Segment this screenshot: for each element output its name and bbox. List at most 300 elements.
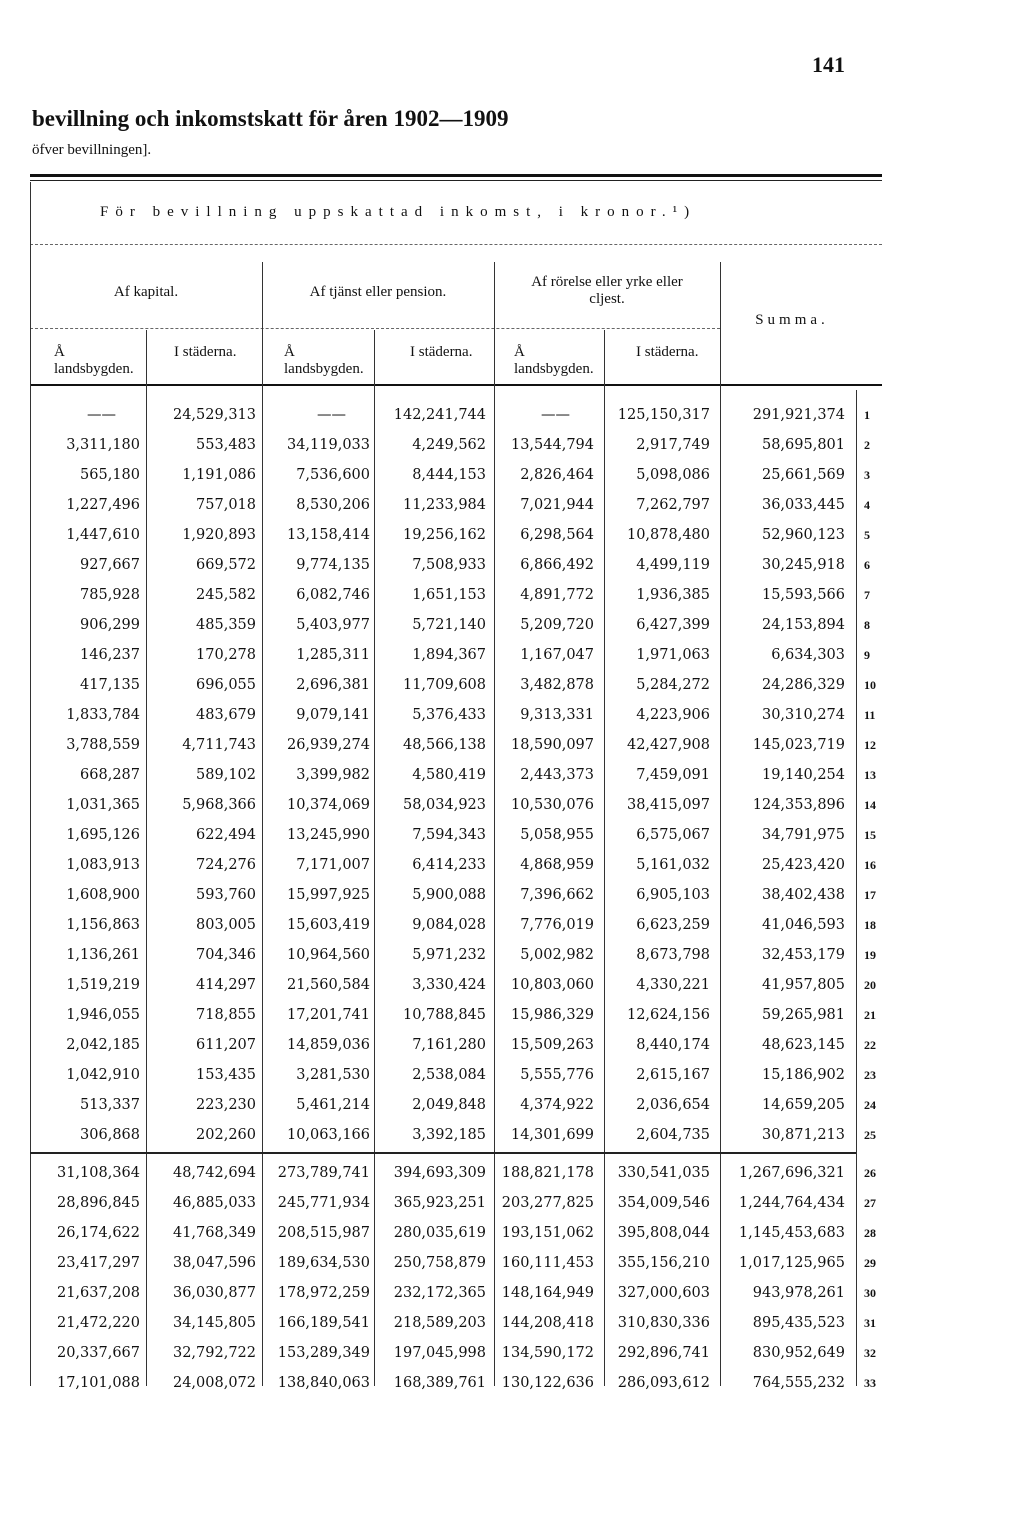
row-number: 3: [864, 468, 870, 482]
cell-kapital-landsbygden: 3,788,559: [66, 737, 140, 753]
cell-summa: 943,978,261: [752, 1285, 845, 1301]
cell-summa: 24,153,894: [761, 617, 845, 633]
cell-rorelse-landsbygden: 148,164,949: [501, 1285, 594, 1301]
cell-kapital-staderna: 589,102: [196, 767, 256, 783]
cell-rorelse-landsbygden: 4,868,959: [520, 857, 594, 873]
cell-rorelse-staderna: 10,878,480: [626, 527, 710, 543]
cell-rorelse-landsbygden: 4,374,922: [520, 1097, 594, 1113]
cell-tjanst-landsbygden: 9,079,141: [296, 707, 370, 723]
cell-kapital-staderna: 704,346: [196, 947, 256, 963]
cell-kapital-landsbygden: 1,946,055: [66, 1007, 140, 1023]
cell-kapital-staderna: 153,435: [196, 1067, 256, 1083]
row-number: 22: [864, 1038, 876, 1052]
header-kapital: Af kapital.: [113, 284, 179, 300]
cell-rorelse-staderna: 310,830,336: [617, 1315, 710, 1331]
cell-rorelse-landsbygden: 2,443,373: [520, 767, 594, 783]
cell-tjanst-staderna: 1,651,153: [412, 587, 486, 603]
cell-rorelse-landsbygden: 18,590,097: [510, 737, 594, 753]
cell-tjanst-staderna: 5,971,232: [412, 947, 486, 963]
cell-rorelse-staderna: 2,036,654: [636, 1097, 710, 1113]
cell-rorelse-landsbygden: 5,209,720: [520, 617, 594, 633]
cell-rorelse-landsbygden: 13,544,794: [510, 437, 594, 453]
cell-rorelse-landsbygden: 15,509,263: [510, 1037, 594, 1053]
cell-rorelse-landsbygden: 1,167,047: [520, 647, 594, 663]
cell-tjanst-landsbygden: 153,289,349: [277, 1345, 370, 1361]
cell-tjanst-staderna: 250,758,879: [393, 1255, 486, 1271]
totals-rule: [30, 1152, 856, 1154]
cell-rorelse-staderna: 1,936,385: [636, 587, 710, 603]
table-row: [30, 550, 890, 580]
cell-rorelse-landsbygden: 5,002,982: [520, 947, 594, 963]
cell-tjanst-landsbygden: 10,063,166: [286, 1127, 370, 1143]
cell-kapital-staderna: 622,494: [196, 827, 256, 843]
cell-rorelse-staderna: 1,971,063: [636, 647, 710, 663]
cell-kapital-staderna: 24,529,313: [172, 407, 256, 423]
table-row: [30, 400, 890, 430]
cell-kapital-landsbygden: 1,695,126: [66, 827, 140, 843]
table-row: [30, 1278, 890, 1308]
cell-kapital-landsbygden: 31,108,364: [56, 1165, 140, 1181]
cell-tjanst-staderna: 218,589,203: [393, 1315, 486, 1331]
table-row: [30, 430, 890, 460]
row-number: 27: [864, 1196, 876, 1210]
cell-rorelse-staderna: 5,161,032: [636, 857, 710, 873]
cell-rorelse-staderna: 2,917,749: [636, 437, 710, 453]
cell-rorelse-staderna: 6,427,399: [636, 617, 710, 633]
cell-tjanst-staderna: 7,161,280: [412, 1037, 486, 1053]
table-row: [30, 940, 890, 970]
cell-tjanst-landsbygden: 5,461,214: [296, 1097, 370, 1113]
cell-rorelse-landsbygden: 4,891,772: [520, 587, 594, 603]
cell-rorelse-landsbygden: 160,111,453: [501, 1255, 594, 1271]
cell-kapital-landsbygden: 146,237: [80, 647, 140, 663]
cell-summa: 15,186,902: [761, 1067, 845, 1083]
cell-summa: 1,244,764,434: [738, 1195, 845, 1211]
header-rorelse: Af rörelse eller yrke eller cljest.: [531, 274, 683, 307]
cell-kapital-landsbygden: 1,833,784: [66, 707, 140, 723]
cell-rorelse-landsbygden: 6,298,564: [520, 527, 594, 543]
cell-tjanst-landsbygden: 34,119,033: [286, 437, 370, 453]
cell-kapital-landsbygden: 1,519,219: [66, 977, 140, 993]
cell-kapital-staderna: 483,679: [196, 707, 256, 723]
cell-summa: 291,921,374: [752, 407, 845, 423]
cell-tjanst-landsbygden: 6,082,746: [296, 587, 370, 603]
row-number: 14: [864, 798, 876, 812]
cell-rorelse-staderna: 5,284,272: [636, 677, 710, 693]
row-number: 18: [864, 918, 876, 932]
cell-kapital-staderna: 1,920,893: [182, 527, 256, 543]
cell-tjanst-staderna: 280,035,619: [393, 1225, 486, 1241]
cell-summa: 30,310,274: [761, 707, 845, 723]
cell-rorelse-landsbygden: 9,313,331: [520, 707, 594, 723]
cell-summa: 41,046,593: [761, 917, 845, 933]
cell-kapital-staderna: 24,008,072: [172, 1375, 256, 1391]
table-row: [30, 1338, 890, 1368]
cell-rorelse-landsbygden: ——: [541, 407, 570, 423]
cell-summa: 34,791,975: [761, 827, 845, 843]
cell-rorelse-landsbygden: 5,555,776: [520, 1067, 594, 1083]
header-bottom-rule: [30, 384, 882, 386]
row-number: 29: [864, 1256, 876, 1270]
cell-rorelse-staderna: 125,150,317: [617, 407, 710, 423]
header-summa: Summa.: [755, 312, 829, 328]
row-number: 8: [864, 618, 870, 632]
cell-tjanst-staderna: 365,923,251: [393, 1195, 486, 1211]
cell-tjanst-landsbygden: 15,997,925: [286, 887, 370, 903]
cell-rorelse-staderna: 4,499,119: [636, 557, 710, 573]
cell-tjanst-staderna: 197,045,998: [393, 1345, 486, 1361]
cell-rorelse-landsbygden: 7,021,944: [520, 497, 594, 513]
cell-kapital-staderna: 32,792,722: [172, 1345, 256, 1361]
cell-kapital-landsbygden: 3,311,180: [66, 437, 140, 453]
cell-tjanst-landsbygden: 14,859,036: [286, 1037, 370, 1053]
header-tjanst: Af tjänst eller pension.: [309, 284, 447, 300]
cell-kapital-staderna: 170,278: [196, 647, 256, 663]
cell-kapital-landsbygden: 2,042,185: [66, 1037, 140, 1053]
cell-rorelse-landsbygden: 7,396,662: [520, 887, 594, 903]
table-row: [30, 820, 890, 850]
cell-kapital-landsbygden: 1,156,863: [66, 917, 140, 933]
cell-kapital-landsbygden: 1,608,900: [66, 887, 140, 903]
cell-tjanst-landsbygden: 178,972,259: [277, 1285, 370, 1301]
table-row: [30, 730, 890, 760]
cell-rorelse-staderna: 6,623,259: [636, 917, 710, 933]
page-subheading: öfver bevillningen].: [32, 142, 152, 158]
cell-rorelse-staderna: 330,541,035: [617, 1165, 710, 1181]
cell-kapital-landsbygden: 1,083,913: [66, 857, 140, 873]
table-row: [30, 640, 890, 670]
cell-rorelse-staderna: 5,098,086: [636, 467, 710, 483]
cell-rorelse-staderna: 42,427,908: [626, 737, 710, 753]
cell-kapital-landsbygden: 1,042,910: [66, 1067, 140, 1083]
cell-kapital-staderna: 414,297: [196, 977, 256, 993]
cell-tjanst-landsbygden: 10,964,560: [286, 947, 370, 963]
cell-summa: 58,695,801: [761, 437, 845, 453]
table-row: [30, 760, 890, 790]
cell-tjanst-staderna: 10,788,845: [402, 1007, 486, 1023]
cell-rorelse-landsbygden: 5,058,955: [520, 827, 594, 843]
cell-tjanst-staderna: 11,233,984: [402, 497, 486, 513]
cell-kapital-staderna: 718,855: [196, 1007, 256, 1023]
row-number: 13: [864, 768, 876, 782]
row-number: 17: [864, 888, 876, 902]
cell-rorelse-landsbygden: 144,208,418: [501, 1315, 594, 1331]
row-number: 33: [864, 1376, 876, 1390]
cell-summa: 6,634,303: [771, 647, 845, 663]
cell-tjanst-staderna: 11,709,608: [402, 677, 486, 693]
cell-summa: 145,023,719: [752, 737, 845, 753]
cell-kapital-staderna: 611,207: [196, 1037, 256, 1053]
cell-kapital-landsbygden: 1,227,496: [66, 497, 140, 513]
cell-kapital-staderna: 38,047,596: [172, 1255, 256, 1271]
cell-rorelse-staderna: 292,896,741: [617, 1345, 710, 1361]
cell-tjanst-staderna: 58,034,923: [402, 797, 486, 813]
cell-kapital-staderna: 202,260: [196, 1127, 256, 1143]
cell-kapital-staderna: 669,572: [196, 557, 256, 573]
row-number: 5: [864, 528, 870, 542]
cell-rorelse-staderna: 6,575,067: [636, 827, 710, 843]
row-number: 24: [864, 1098, 876, 1112]
cell-rorelse-landsbygden: 193,151,062: [501, 1225, 594, 1241]
cell-tjanst-landsbygden: 245,771,934: [277, 1195, 370, 1211]
row-number: 21: [864, 1008, 876, 1022]
row-number: 12: [864, 738, 876, 752]
row-number: 28: [864, 1226, 876, 1240]
cell-kapital-landsbygden: 1,031,365: [66, 797, 140, 813]
subheader-landsbygden-3: Å landsbygden.: [514, 344, 594, 377]
cell-tjanst-staderna: 142,241,744: [393, 407, 486, 423]
cell-summa: 30,871,213: [761, 1127, 845, 1143]
row-number: 11: [864, 708, 876, 722]
banner-divider: [30, 244, 882, 245]
table-row: [30, 490, 890, 520]
cell-rorelse-staderna: 354,009,546: [617, 1195, 710, 1211]
cell-rorelse-staderna: 7,262,797: [636, 497, 710, 513]
cell-rorelse-staderna: 286,093,612: [617, 1375, 710, 1391]
cell-tjanst-landsbygden: 13,245,990: [286, 827, 370, 843]
cell-rorelse-staderna: 2,604,735: [636, 1127, 710, 1143]
cell-summa: 41,957,805: [761, 977, 845, 993]
cell-summa: 38,402,438: [761, 887, 845, 903]
cell-rorelse-staderna: 4,223,906: [636, 707, 710, 723]
cell-rorelse-landsbygden: 10,530,076: [510, 797, 594, 813]
cell-summa: 52,960,123: [761, 527, 845, 543]
cell-tjanst-landsbygden: 2,696,381: [296, 677, 370, 693]
cell-summa: 1,145,453,683: [738, 1225, 845, 1241]
cell-tjanst-landsbygden: 26,939,274: [286, 737, 370, 753]
table-row: [30, 910, 890, 940]
row-number: 20: [864, 978, 876, 992]
table-row: [30, 790, 890, 820]
cell-kapital-landsbygden: 20,337,667: [56, 1345, 140, 1361]
row-number: 30: [864, 1286, 876, 1300]
table-row: [30, 1218, 890, 1248]
cell-rorelse-landsbygden: 188,821,178: [501, 1165, 594, 1181]
table-row: [30, 670, 890, 700]
subheader-staderna-1: I städerna.: [174, 344, 237, 360]
table-row: [30, 880, 890, 910]
cell-summa: 32,453,179: [761, 947, 845, 963]
cell-kapital-staderna: 803,005: [196, 917, 256, 933]
cell-rorelse-staderna: 327,000,603: [617, 1285, 710, 1301]
cell-kapital-landsbygden: 668,287: [80, 767, 140, 783]
table-row: [30, 1120, 890, 1150]
cell-kapital-landsbygden: 306,868: [80, 1127, 140, 1143]
cell-rorelse-staderna: 38,415,097: [626, 797, 710, 813]
cell-summa: 14,659,205: [761, 1097, 845, 1113]
table-row: [30, 460, 890, 490]
cell-kapital-staderna: 696,055: [196, 677, 256, 693]
cell-tjanst-landsbygden: 8,530,206: [296, 497, 370, 513]
cell-kapital-staderna: 46,885,033: [172, 1195, 256, 1211]
row-number: 7: [864, 588, 870, 602]
cell-tjanst-landsbygden: 7,536,600: [296, 467, 370, 483]
table-row: [30, 520, 890, 550]
cell-summa: 59,265,981: [761, 1007, 845, 1023]
table-row: [30, 850, 890, 880]
cell-summa: 25,661,569: [761, 467, 845, 483]
cell-summa: 24,286,329: [761, 677, 845, 693]
cell-summa: 1,017,125,965: [738, 1255, 845, 1271]
cell-summa: 1,267,696,321: [738, 1165, 845, 1181]
cell-tjanst-staderna: 232,172,365: [393, 1285, 486, 1301]
cell-rorelse-staderna: 395,808,044: [617, 1225, 710, 1241]
cell-kapital-landsbygden: 1,136,261: [66, 947, 140, 963]
cell-tjanst-staderna: 5,900,088: [412, 887, 486, 903]
cell-kapital-staderna: 1,191,086: [182, 467, 256, 483]
cell-summa: 895,435,523: [752, 1315, 845, 1331]
subheader-staderna-2: I städerna.: [410, 344, 473, 360]
row-number: 6: [864, 558, 870, 572]
cell-tjanst-landsbygden: 9,774,135: [296, 557, 370, 573]
cell-tjanst-staderna: 7,594,343: [412, 827, 486, 843]
cell-tjanst-staderna: 4,580,419: [412, 767, 486, 783]
cell-summa: 25,423,420: [761, 857, 845, 873]
subheader-staderna-3: I städerna.: [636, 344, 699, 360]
table-row: [30, 1368, 890, 1398]
cell-kapital-landsbygden: 23,417,297: [56, 1255, 140, 1271]
cell-kapital-staderna: 41,768,349: [172, 1225, 256, 1241]
cell-summa: 30,245,918: [761, 557, 845, 573]
cell-kapital-landsbygden: 21,637,208: [56, 1285, 140, 1301]
cell-kapital-landsbygden: 513,337: [80, 1097, 140, 1113]
table-row: [30, 1248, 890, 1278]
cell-kapital-staderna: 36,030,877: [172, 1285, 256, 1301]
cell-kapital-landsbygden: ——: [87, 407, 116, 423]
cell-tjanst-landsbygden: 10,374,069: [286, 797, 370, 813]
cell-kapital-landsbygden: 1,447,610: [66, 527, 140, 543]
subheader-landsbygden-1: Å landsbygden.: [54, 344, 134, 377]
cell-rorelse-staderna: 8,440,174: [636, 1037, 710, 1053]
cell-kapital-staderna: 48,742,694: [172, 1165, 256, 1181]
table-row: [30, 1030, 890, 1060]
cell-kapital-landsbygden: 17,101,088: [56, 1375, 140, 1391]
row-number: 25: [864, 1128, 876, 1142]
table-row: [30, 1060, 890, 1090]
table-row: [30, 1158, 890, 1188]
top-rule-thin: [30, 180, 882, 181]
cell-rorelse-staderna: 6,905,103: [636, 887, 710, 903]
cell-rorelse-staderna: 4,330,221: [636, 977, 710, 993]
group-divider: [30, 328, 720, 329]
row-number: 15: [864, 828, 876, 842]
cell-rorelse-landsbygden: 15,986,329: [510, 1007, 594, 1023]
cell-kapital-staderna: 757,018: [196, 497, 256, 513]
cell-kapital-staderna: 593,760: [196, 887, 256, 903]
row-number: 16: [864, 858, 876, 872]
cell-tjanst-landsbygden: 5,403,977: [296, 617, 370, 633]
cell-kapital-staderna: 4,711,743: [182, 737, 256, 753]
cell-kapital-staderna: 245,582: [196, 587, 256, 603]
cell-rorelse-landsbygden: 3,482,878: [520, 677, 594, 693]
cell-tjanst-landsbygden: 273,789,741: [277, 1165, 370, 1181]
cell-kapital-landsbygden: 906,299: [80, 617, 140, 633]
cell-tjanst-landsbygden: 21,560,584: [286, 977, 370, 993]
cell-summa: 19,140,254: [761, 767, 845, 783]
row-number: 2: [864, 438, 870, 452]
cell-tjanst-staderna: 19,256,162: [402, 527, 486, 543]
cell-rorelse-landsbygden: 14,301,699: [510, 1127, 594, 1143]
cell-summa: 48,623,145: [761, 1037, 845, 1053]
cell-tjanst-landsbygden: 166,189,541: [277, 1315, 370, 1331]
cell-kapital-landsbygden: 417,135: [80, 677, 140, 693]
row-number: 26: [864, 1166, 876, 1180]
table-row: [30, 1308, 890, 1338]
cell-kapital-landsbygden: 28,896,845: [56, 1195, 140, 1211]
cell-tjanst-landsbygden: 208,515,987: [277, 1225, 370, 1241]
cell-tjanst-staderna: 2,049,848: [412, 1097, 486, 1113]
cell-kapital-landsbygden: 927,667: [80, 557, 140, 573]
cell-tjanst-staderna: 6,414,233: [412, 857, 486, 873]
cell-tjanst-staderna: 7,508,933: [412, 557, 486, 573]
cell-kapital-staderna: 5,968,366: [182, 797, 256, 813]
cell-tjanst-staderna: 5,376,433: [412, 707, 486, 723]
row-number: 4: [864, 498, 870, 512]
subheader-landsbygden-2: Å landsbygden.: [284, 344, 364, 377]
table-row: [30, 970, 890, 1000]
cell-tjanst-staderna: 3,392,185: [412, 1127, 486, 1143]
cell-tjanst-staderna: 2,538,084: [412, 1067, 486, 1083]
cell-rorelse-landsbygden: 2,826,464: [520, 467, 594, 483]
cell-rorelse-landsbygden: 134,590,172: [501, 1345, 594, 1361]
table-row: [30, 1188, 890, 1218]
cell-summa: 830,952,649: [752, 1345, 845, 1361]
row-number: 19: [864, 948, 876, 962]
cell-tjanst-landsbygden: 3,281,530: [296, 1067, 370, 1083]
table-row: [30, 610, 890, 640]
cell-tjanst-landsbygden: 7,171,007: [296, 857, 370, 873]
cell-summa: 764,555,232: [752, 1375, 845, 1391]
cell-kapital-staderna: 223,230: [196, 1097, 256, 1113]
cell-tjanst-staderna: 3,330,424: [412, 977, 486, 993]
page-number: 141: [812, 52, 845, 77]
cell-kapital-staderna: 724,276: [196, 857, 256, 873]
cell-rorelse-landsbygden: 7,776,019: [520, 917, 594, 933]
cell-tjanst-landsbygden: ——: [317, 407, 346, 423]
cell-tjanst-staderna: 8,444,153: [412, 467, 486, 483]
cell-tjanst-staderna: 1,894,367: [412, 647, 486, 663]
cell-tjanst-staderna: 4,249,562: [412, 437, 486, 453]
cell-rorelse-staderna: 8,673,798: [636, 947, 710, 963]
cell-rorelse-staderna: 12,624,156: [626, 1007, 710, 1023]
cell-tjanst-staderna: 168,389,761: [393, 1375, 486, 1391]
cell-rorelse-landsbygden: 203,277,825: [501, 1195, 594, 1211]
cell-tjanst-landsbygden: 189,634,530: [277, 1255, 370, 1271]
cell-tjanst-landsbygden: 3,399,982: [296, 767, 370, 783]
cell-kapital-landsbygden: 21,472,220: [56, 1315, 140, 1331]
cell-tjanst-landsbygden: 1,285,311: [296, 647, 370, 663]
table-row: [30, 580, 890, 610]
table-row: [30, 700, 890, 730]
cell-kapital-landsbygden: 26,174,622: [56, 1225, 140, 1241]
cell-kapital-staderna: 485,359: [196, 617, 256, 633]
cell-tjanst-landsbygden: 17,201,741: [286, 1007, 370, 1023]
cell-tjanst-staderna: 9,084,028: [412, 917, 486, 933]
cell-kapital-staderna: 34,145,805: [172, 1315, 256, 1331]
cell-rorelse-landsbygden: 6,866,492: [520, 557, 594, 573]
row-number: 32: [864, 1346, 876, 1360]
cell-tjanst-landsbygden: 13,158,414: [286, 527, 370, 543]
cell-rorelse-landsbygden: 10,803,060: [510, 977, 594, 993]
cell-tjanst-staderna: 5,721,140: [412, 617, 486, 633]
cell-rorelse-staderna: 355,156,210: [617, 1255, 710, 1271]
cell-tjanst-staderna: 394,693,309: [393, 1165, 486, 1181]
page-heading: bevillning och inkomstskatt för åren 1902—1909: [32, 106, 509, 131]
cell-summa: 36,033,445: [761, 497, 845, 513]
row-number: 23: [864, 1068, 876, 1082]
cell-summa: 15,593,566: [761, 587, 845, 603]
cell-rorelse-landsbygden: 130,122,636: [501, 1375, 594, 1391]
